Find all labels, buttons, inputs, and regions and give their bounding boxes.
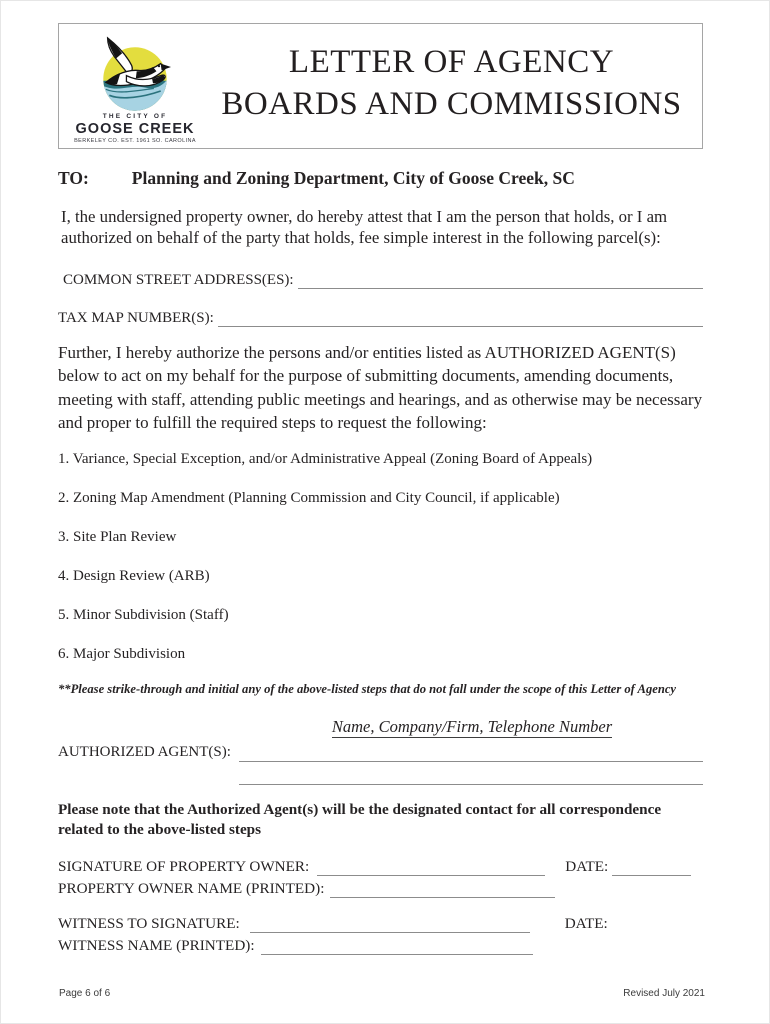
owner-date-label: DATE: [565, 857, 609, 875]
owner-signature-input[interactable] [317, 860, 545, 876]
authorized-agents-label: AUTHORIZED AGENT(S): [58, 744, 231, 761]
owner-date-input[interactable] [612, 860, 691, 876]
to-label: TO: [58, 168, 89, 188]
authorized-agents-row [58, 739, 703, 785]
steps-list [58, 451, 703, 663]
witness-signature-row [58, 915, 703, 933]
step-item-3: 3. Site Plan Review [58, 529, 177, 546]
authorized-agents-inputs [239, 739, 703, 785]
tax-map-input[interactable] [218, 310, 703, 327]
step-item-2: 2. Zoning Map Amendment (Planning Commission and City Council, if applicable) [58, 490, 560, 507]
owner-name-input[interactable] [330, 882, 555, 898]
revision-date: Revised July 2021 [623, 988, 705, 999]
page-content [1, 1, 769, 955]
form-title [211, 42, 702, 126]
step-item-5: 5. Minor Subdivision (Staff) [58, 607, 229, 624]
owner-signature-label: SIGNATURE OF PROPERTY OWNER: [58, 857, 310, 875]
contact-note: Please note that the Authorized Agent(s) will be the designated contact for all correspondence related to the above-listed steps [58, 801, 662, 839]
step-item-6: 6. Major Subdivision [58, 646, 186, 663]
logo-tagline: BERKELEY CO. EST. 1961 SO. CAROLINA [74, 137, 196, 144]
logo-city-label: THE CITY OF [102, 112, 168, 120]
to-line [58, 168, 703, 189]
witness-name-input[interactable] [261, 939, 533, 955]
form-title-line2: BOARDS AND COMMISSIONS [221, 86, 682, 122]
street-address-row [58, 272, 703, 289]
witness-signature-label: WITNESS TO SIGNATURE: [58, 914, 240, 932]
authorization-paragraph: Further, I hereby authorize the persons and/or entities listed as AUTHORIZED AGENT(S) below to act on my behalf for the purpose of submitting documents, amending documents, meeting with staff, attending public meetings and hearings, and as otherwise may be necessary and proper to fulfill the required steps to request the following: [58, 342, 703, 433]
logo-name: GOOSE CREEK [75, 120, 195, 137]
owner-name-label: PROPERTY OWNER NAME (PRINTED): [58, 879, 325, 897]
page-footer [59, 988, 705, 999]
authorized-agent-input-1[interactable] [239, 739, 703, 762]
intro-paragraph: I, the undersigned property owner, do hereby attest that I am the person that holds, or I am authorized on behalf of the party that holds, fee simple interest in the following parcel(s): [61, 207, 668, 248]
witness-signature-input[interactable] [250, 917, 530, 933]
goose-creek-emblem-icon [83, 31, 187, 115]
step-item-1: 1. Variance, Special Exception, and/or Administrative Appeal (Zoning Board of Appeals) [58, 451, 593, 468]
tax-map-row [58, 310, 703, 327]
step-item-4: 4. Design Review (ARB) [58, 568, 210, 585]
strike-through-note: **Please strike-through and initial any of the above-listed steps that do not fall under the scope of this Letter of Agency [58, 682, 677, 697]
owner-name-row [58, 880, 703, 898]
to-value: Planning and Zoning Department, City of Goose Creek, SC [131, 168, 575, 188]
agents-column-heading-row [241, 717, 703, 737]
form-header [58, 23, 703, 149]
witness-name-row [58, 937, 703, 955]
tax-map-label: TAX MAP NUMBER(S): [58, 309, 214, 326]
witness-date-label: DATE: [564, 914, 608, 932]
agents-column-heading: Name, Company/Firm, Telephone Number [331, 717, 613, 737]
street-address-input[interactable] [298, 272, 703, 289]
page-number: Page 6 of 6 [59, 988, 111, 999]
owner-signature-row [58, 858, 703, 876]
form-title-line1: LETTER OF AGENCY [288, 44, 615, 81]
witness-name-label: WITNESS NAME (PRINTED): [58, 936, 255, 954]
street-address-label: COMMON STREET ADDRESS(ES): [63, 271, 294, 288]
goose-creek-logo [59, 29, 211, 144]
authorized-agent-input-2[interactable] [239, 762, 703, 785]
